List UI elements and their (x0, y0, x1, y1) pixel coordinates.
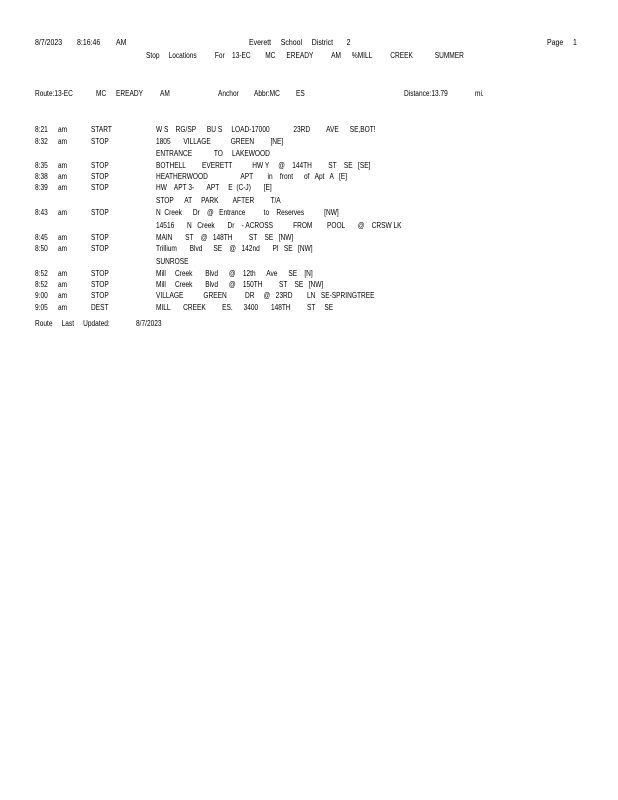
stop-type: DEST (91, 303, 109, 312)
page-label: Page (547, 37, 564, 47)
stop-description: W S RG/SP BU S LOAD-17000 23RD AVE SE,BOT! (156, 125, 376, 134)
stop-ampm: am (58, 183, 68, 192)
stop-type: STOP (91, 269, 109, 278)
stop-time: 8:35 (35, 161, 48, 170)
report-date: 8/7/2023 (35, 37, 63, 47)
stop-description: HEATHERWOOD APT in front of Apt A [E] (156, 172, 348, 181)
stop-description: 14516 N Creek Dr - ACROSS FROM POOL @ CRSW LK (156, 221, 402, 230)
stop-time: 8:21 (35, 125, 48, 134)
stop-time: 8:45 (35, 233, 48, 242)
stop-time: 9:00 (35, 291, 48, 300)
route-school: ES (296, 89, 305, 98)
district-title: Everett School District 2 (249, 37, 351, 47)
stop-time: 8:52 (35, 269, 48, 278)
stop-type: STOP (91, 233, 109, 242)
report-subtitle: Stop Locations For 13-EC MC EREADY AM %MILL CREEK SUMMER (146, 51, 464, 60)
stop-description: SUNROSE (156, 257, 189, 266)
stop-description: Trillium Blvd SE @ 142nd Pl SE [NW] (156, 244, 313, 253)
route-am: AM (160, 89, 170, 98)
stop-type: STOP (91, 183, 109, 192)
stop-ampm: am (58, 280, 68, 289)
stop-ampm: am (58, 244, 68, 253)
route-eready: EREADY (116, 89, 143, 98)
stop-ampm: am (58, 303, 68, 312)
stop-time: 8:32 (35, 137, 48, 146)
route-distance-unit: mi. (475, 89, 484, 98)
stop-description: ENTRANCE TO LAKEWOOD (156, 149, 270, 158)
stop-description: BOTHELL EVERETT HW Y @ 144TH ST SE [SE] (156, 161, 371, 170)
report-ampm: AM (116, 37, 127, 47)
stop-description: MAIN ST @ 148TH ST SE [NW] (156, 233, 294, 242)
route-id: Route:13-EC (35, 89, 73, 98)
stop-time: 8:43 (35, 208, 48, 217)
stop-type: STOP (91, 244, 109, 253)
stop-description: Mill Creek Blvd @ 12th Ave SE [N] (156, 269, 313, 278)
route-anchor: Anchor (218, 89, 239, 98)
stop-time: 8:39 (35, 183, 48, 192)
stop-time: 8:50 (35, 244, 48, 253)
route-mc: MC (96, 89, 107, 98)
stop-ampm: am (58, 269, 68, 278)
stop-ampm: am (58, 125, 68, 134)
stop-type: STOP (91, 208, 109, 217)
stop-description: Mill Creek Blvd @ 150TH ST SE [NW] (156, 280, 324, 289)
stop-description: 1805 VILLAGE GREEN [NE] (156, 137, 284, 146)
stop-description: N Creek Dr @ Entrance to Reserves [NW] (156, 208, 339, 217)
stop-ampm: am (58, 137, 68, 146)
stop-description: HW APT 3- APT E (C-J) [E] (156, 183, 272, 192)
report-time: 8:16:46 (77, 37, 101, 47)
stop-ampm: am (58, 172, 68, 181)
stop-description: MILL CREEK ES. 3400 148TH ST SE (156, 303, 334, 312)
stop-type: STOP (91, 161, 109, 170)
stop-time: 9:05 (35, 303, 48, 312)
stop-ampm: am (58, 208, 68, 217)
stop-type: STOP (91, 137, 109, 146)
stop-time: 8:38 (35, 172, 48, 181)
stop-type: START (91, 125, 112, 134)
stop-description: VILLAGE GREEN DR @ 23RD LN SE-SPRINGTREE (156, 291, 375, 300)
stop-ampm: am (58, 291, 68, 300)
stop-type: STOP (91, 172, 109, 181)
stop-type: STOP (91, 291, 109, 300)
stop-type: STOP (91, 280, 109, 289)
stop-ampm: am (58, 233, 68, 242)
route-distance: Distance:13.79 (404, 89, 448, 98)
stop-ampm: am (58, 161, 68, 170)
last-updated-date: 8/7/2023 (136, 319, 162, 328)
stop-time: 8:52 (35, 280, 48, 289)
route-abbr: Abbr:MC (254, 89, 280, 98)
page-number: 1 (573, 37, 577, 47)
last-updated-label: Route Last Updated: (35, 319, 110, 328)
stop-description: STOP AT PARK AFTER T/A (156, 196, 281, 205)
